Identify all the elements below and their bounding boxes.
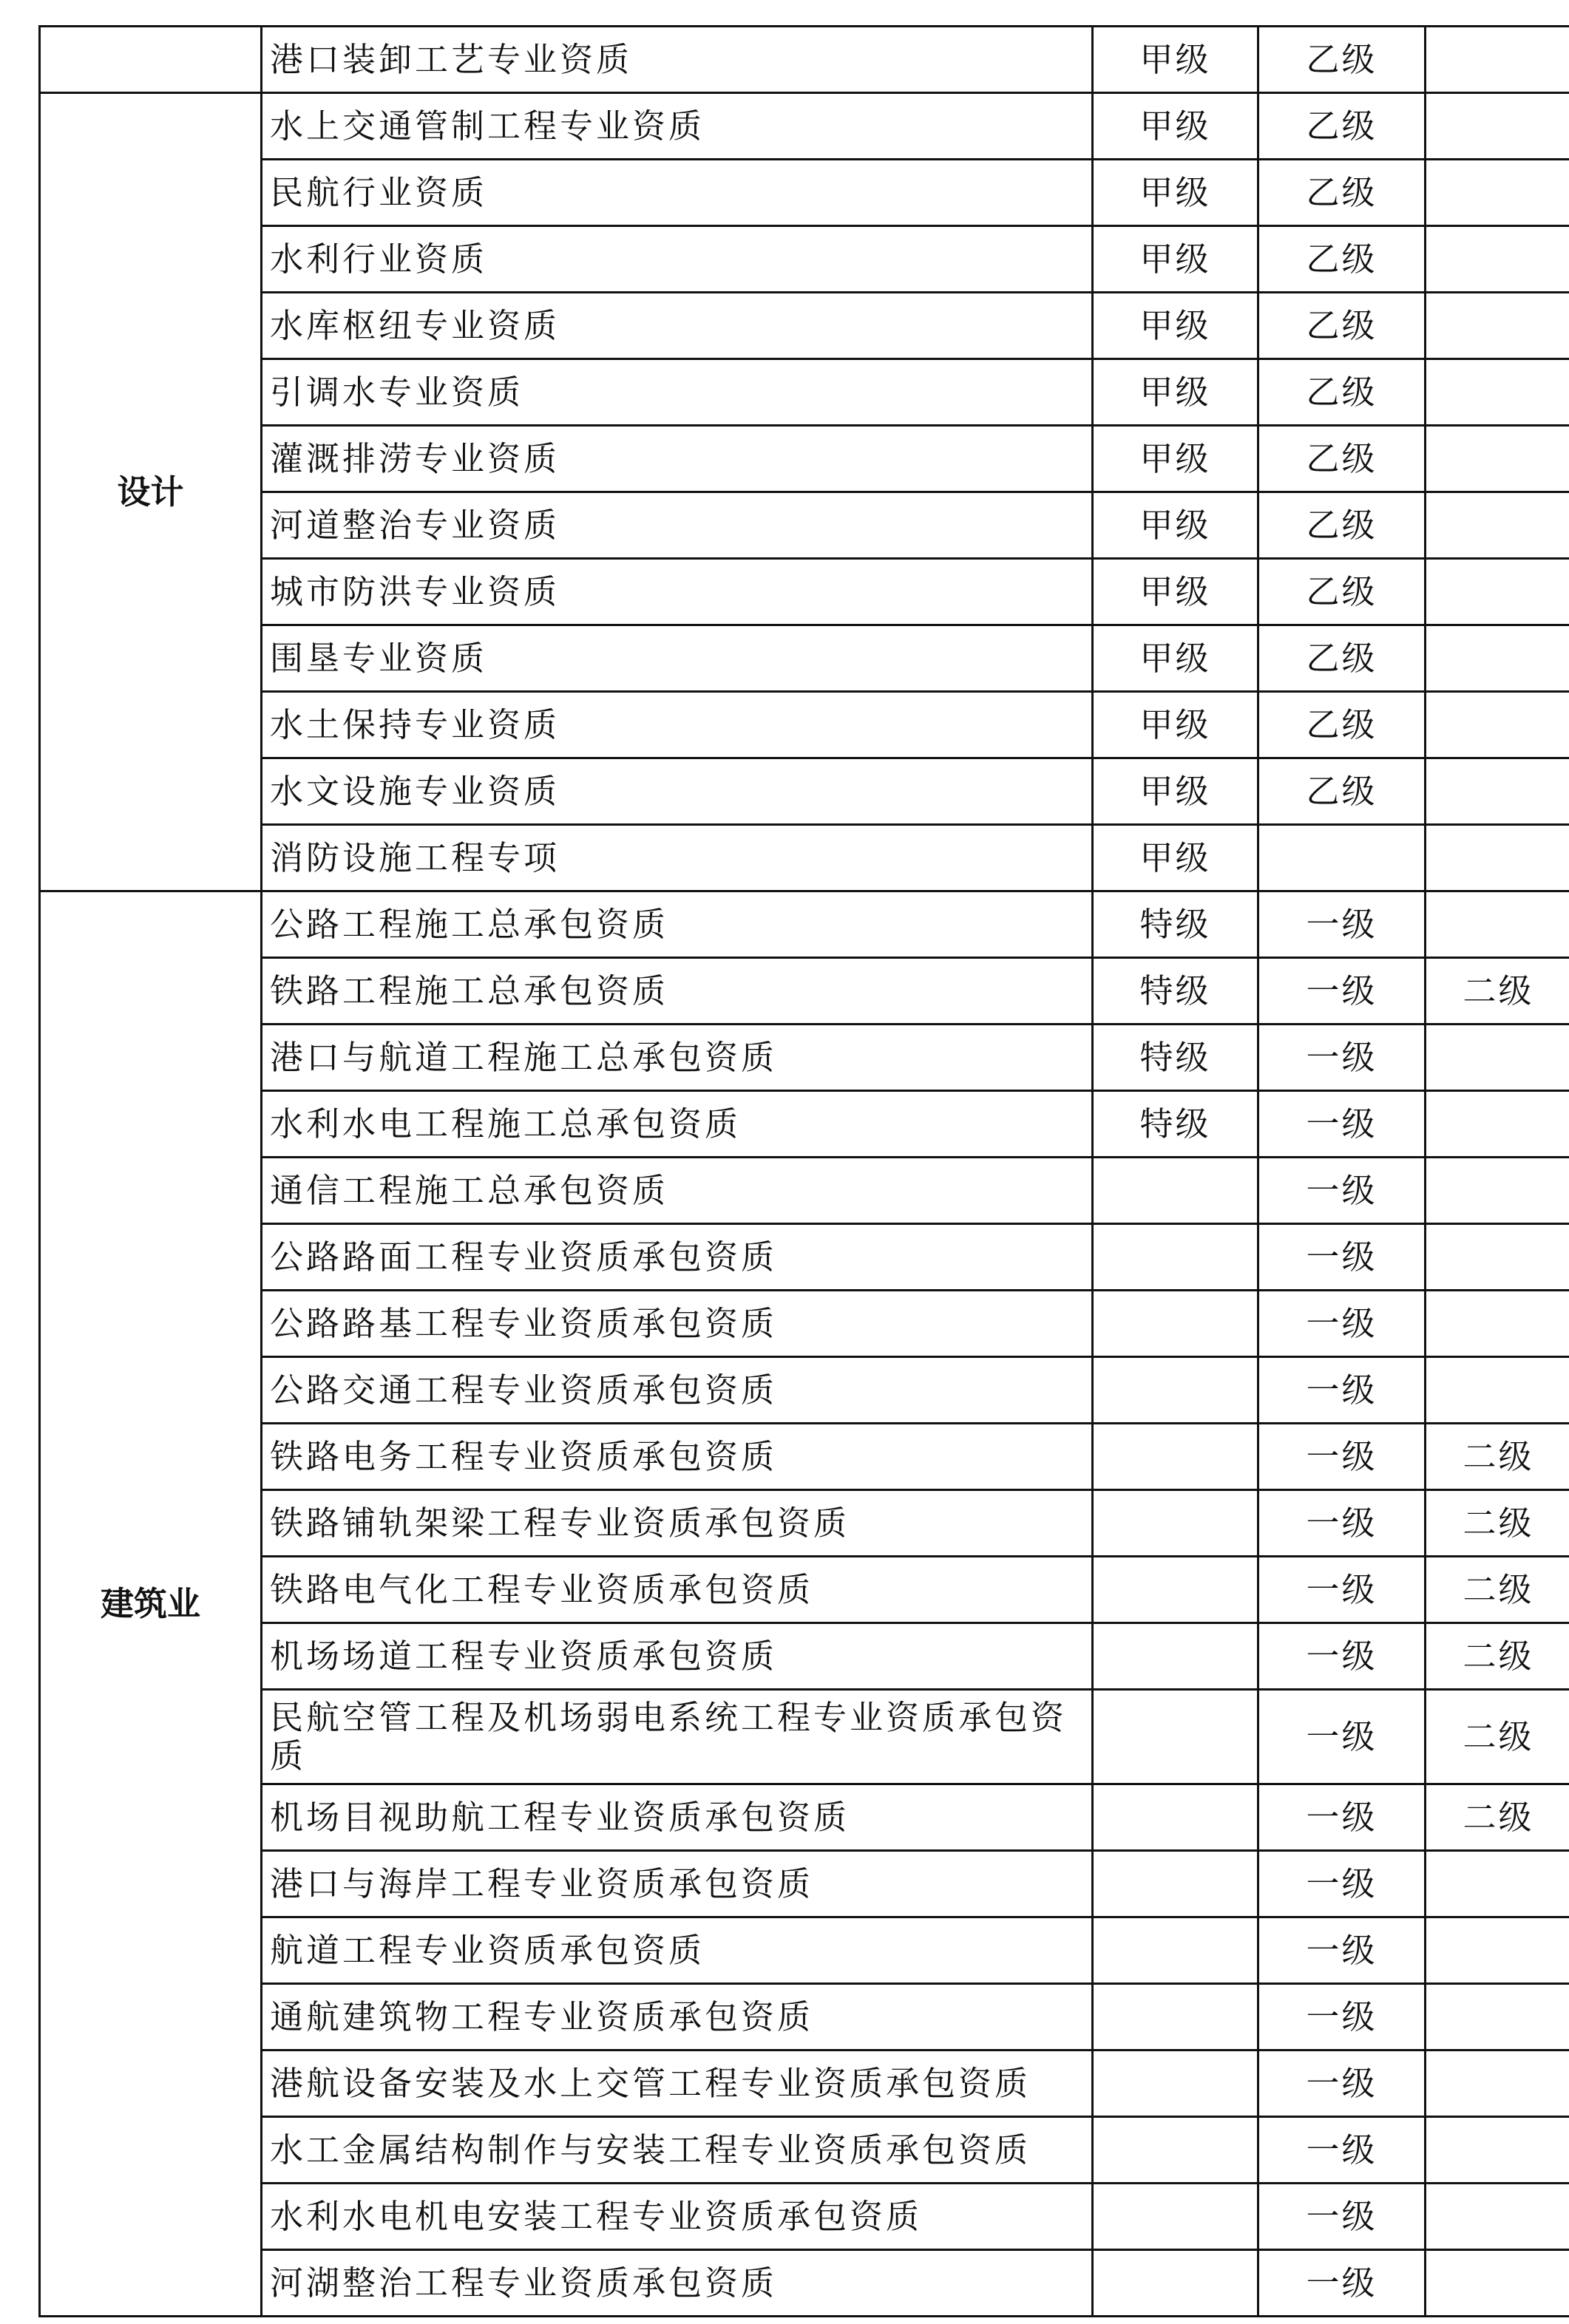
table-row bbox=[40, 1984, 1569, 2051]
grade-level-1 bbox=[1093, 1784, 1258, 1851]
grade-level-2: 一级 bbox=[1258, 1357, 1426, 1424]
qualification-name: 机场场道工程专业资质承包资质 bbox=[262, 1623, 1093, 1690]
table-row bbox=[40, 160, 1569, 226]
grade-level-1: 甲级 bbox=[1093, 692, 1258, 758]
grade-level-2 bbox=[1258, 825, 1426, 891]
grade-level-1: 甲级 bbox=[1093, 359, 1258, 426]
table-row bbox=[40, 958, 1569, 1025]
qualification-name: 铁路工程施工总承包资质 bbox=[262, 958, 1093, 1025]
grade-level-3 bbox=[1426, 492, 1569, 559]
qualification-name: 公路交通工程专业资质承包资质 bbox=[262, 1357, 1093, 1424]
grade-level-2: 一级 bbox=[1258, 2051, 1426, 2117]
grade-level-1 bbox=[1093, 1984, 1258, 2051]
grade-level-2: 一级 bbox=[1258, 1158, 1426, 1224]
qualification-name: 灌溉排涝专业资质 bbox=[262, 426, 1093, 492]
table-row bbox=[40, 1851, 1569, 1917]
grade-level-2: 乙级 bbox=[1258, 226, 1426, 293]
grade-level-1 bbox=[1093, 1690, 1258, 1784]
grade-level-3 bbox=[1426, 2184, 1569, 2250]
qualification-name: 水库枢纽专业资质 bbox=[262, 293, 1093, 359]
grade-level-2: 一级 bbox=[1258, 1623, 1426, 1690]
table-row bbox=[40, 293, 1569, 359]
qualification-name: 水利行业资质 bbox=[262, 226, 1093, 293]
table-row bbox=[40, 1784, 1569, 1851]
grade-level-3: 二级 bbox=[1426, 1623, 1569, 1690]
qualification-name: 民航空管工程及机场弱电系统工程专业资质承包资质 bbox=[262, 1690, 1093, 1784]
grade-level-1 bbox=[1093, 2051, 1258, 2117]
grade-level-1 bbox=[1093, 1557, 1258, 1623]
grade-level-2: 一级 bbox=[1258, 1984, 1426, 2051]
table-row bbox=[40, 692, 1569, 758]
grade-level-3 bbox=[1426, 1917, 1569, 1984]
grade-level-3 bbox=[1426, 293, 1569, 359]
grade-level-1 bbox=[1093, 1224, 1258, 1291]
table-row bbox=[40, 27, 1569, 93]
grade-level-3 bbox=[1426, 359, 1569, 426]
table-row bbox=[40, 2051, 1569, 2117]
grade-level-3 bbox=[1426, 891, 1569, 958]
grade-level-3 bbox=[1426, 1984, 1569, 2051]
grade-level-2: 一级 bbox=[1258, 1291, 1426, 1357]
qualification-name: 城市防洪专业资质 bbox=[262, 559, 1093, 625]
table-row bbox=[40, 1224, 1569, 1291]
grade-level-1 bbox=[1093, 1424, 1258, 1490]
table-row bbox=[40, 625, 1569, 692]
qualification-name: 公路路面工程专业资质承包资质 bbox=[262, 1224, 1093, 1291]
table-row bbox=[40, 1357, 1569, 1424]
table-row bbox=[40, 2184, 1569, 2250]
grade-level-1 bbox=[1093, 1851, 1258, 1917]
grade-level-1: 甲级 bbox=[1093, 426, 1258, 492]
grade-level-3 bbox=[1426, 1851, 1569, 1917]
grade-level-2: 乙级 bbox=[1258, 625, 1426, 692]
grade-level-3 bbox=[1426, 426, 1569, 492]
grade-level-1: 特级 bbox=[1093, 891, 1258, 958]
grade-level-2: 一级 bbox=[1258, 2184, 1426, 2250]
qualification-name: 公路路基工程专业资质承包资质 bbox=[262, 1291, 1093, 1357]
grade-level-3 bbox=[1426, 559, 1569, 625]
qualification-name: 水上交通管制工程专业资质 bbox=[262, 93, 1093, 160]
category-cell: 建筑业 bbox=[40, 891, 262, 2317]
qualification-name: 通信工程施工总承包资质 bbox=[262, 1158, 1093, 1224]
grade-level-3: 二级 bbox=[1426, 1784, 1569, 1851]
grade-level-1 bbox=[1093, 1357, 1258, 1424]
grade-level-2: 乙级 bbox=[1258, 426, 1426, 492]
grade-level-1 bbox=[1093, 1917, 1258, 1984]
grade-level-1: 甲级 bbox=[1093, 825, 1258, 891]
qualification-name: 铁路电务工程专业资质承包资质 bbox=[262, 1424, 1093, 1490]
qualification-name: 港口与海岸工程专业资质承包资质 bbox=[262, 1851, 1093, 1917]
grade-level-1 bbox=[1093, 1490, 1258, 1557]
grade-level-3: 二级 bbox=[1426, 958, 1569, 1025]
table-row bbox=[40, 1623, 1569, 1690]
grade-level-2: 乙级 bbox=[1258, 692, 1426, 758]
table-row bbox=[40, 1490, 1569, 1557]
grade-level-2: 一级 bbox=[1258, 1224, 1426, 1291]
grade-level-2: 乙级 bbox=[1258, 27, 1426, 93]
table-row bbox=[40, 226, 1569, 293]
qualification-name: 铁路铺轨架梁工程专业资质承包资质 bbox=[262, 1490, 1093, 1557]
grade-level-3 bbox=[1426, 625, 1569, 692]
grade-level-3: 二级 bbox=[1426, 1690, 1569, 1784]
qualification-name: 通航建筑物工程专业资质承包资质 bbox=[262, 1984, 1093, 2051]
table-row bbox=[40, 426, 1569, 492]
category-cell bbox=[40, 27, 262, 93]
grade-level-1: 甲级 bbox=[1093, 758, 1258, 825]
qualification-name: 消防设施工程专项 bbox=[262, 825, 1093, 891]
grade-level-2: 一级 bbox=[1258, 1557, 1426, 1623]
qualification-name: 机场目视助航工程专业资质承包资质 bbox=[262, 1784, 1093, 1851]
grade-level-3 bbox=[1426, 1158, 1569, 1224]
grade-level-2: 乙级 bbox=[1258, 758, 1426, 825]
grade-level-3 bbox=[1426, 2051, 1569, 2117]
grade-level-3 bbox=[1426, 1357, 1569, 1424]
grade-level-2: 一级 bbox=[1258, 2250, 1426, 2317]
grade-level-1: 甲级 bbox=[1093, 27, 1258, 93]
qualification-table-body bbox=[40, 27, 1569, 2317]
grade-level-2: 一级 bbox=[1258, 1490, 1426, 1557]
grade-level-2: 乙级 bbox=[1258, 93, 1426, 160]
grade-level-2: 一级 bbox=[1258, 891, 1426, 958]
grade-level-3 bbox=[1426, 93, 1569, 160]
grade-level-1: 甲级 bbox=[1093, 160, 1258, 226]
qualification-name: 水文设施专业资质 bbox=[262, 758, 1093, 825]
grade-level-1 bbox=[1093, 2117, 1258, 2184]
grade-level-1: 特级 bbox=[1093, 958, 1258, 1025]
grade-level-3 bbox=[1426, 2117, 1569, 2184]
grade-level-3 bbox=[1426, 1025, 1569, 1091]
grade-level-2: 一级 bbox=[1258, 2117, 1426, 2184]
grade-level-2: 一级 bbox=[1258, 958, 1426, 1025]
qualification-name: 铁路电气化工程专业资质承包资质 bbox=[262, 1557, 1093, 1623]
table-row bbox=[40, 1690, 1569, 1784]
grade-level-2: 一级 bbox=[1258, 1851, 1426, 1917]
grade-level-3: 二级 bbox=[1426, 1490, 1569, 1557]
table-row bbox=[40, 1091, 1569, 1158]
category-cell: 设计 bbox=[40, 93, 262, 891]
grade-level-1: 甲级 bbox=[1093, 293, 1258, 359]
grade-level-3 bbox=[1426, 1091, 1569, 1158]
grade-level-3 bbox=[1426, 1291, 1569, 1357]
grade-level-3 bbox=[1426, 758, 1569, 825]
grade-level-2: 乙级 bbox=[1258, 559, 1426, 625]
table-row bbox=[40, 559, 1569, 625]
grade-level-2: 乙级 bbox=[1258, 359, 1426, 426]
grade-level-3 bbox=[1426, 27, 1569, 93]
qualification-name: 公路工程施工总承包资质 bbox=[262, 891, 1093, 958]
qualification-name: 水利水电机电安装工程专业资质承包资质 bbox=[262, 2184, 1093, 2250]
table-row bbox=[40, 1158, 1569, 1224]
grade-level-2: 一级 bbox=[1258, 1424, 1426, 1490]
grade-level-1: 特级 bbox=[1093, 1091, 1258, 1158]
grade-level-3 bbox=[1426, 825, 1569, 891]
grade-level-1 bbox=[1093, 1623, 1258, 1690]
grade-level-1 bbox=[1093, 1158, 1258, 1224]
qualification-name: 水工金属结构制作与安装工程专业资质承包资质 bbox=[262, 2117, 1093, 2184]
grade-level-1: 特级 bbox=[1093, 1025, 1258, 1091]
grade-level-3 bbox=[1426, 2250, 1569, 2317]
grade-level-1: 甲级 bbox=[1093, 559, 1258, 625]
table-row bbox=[40, 2250, 1569, 2317]
grade-level-1 bbox=[1093, 2250, 1258, 2317]
qualification-name: 围垦专业资质 bbox=[262, 625, 1093, 692]
grade-level-1 bbox=[1093, 1291, 1258, 1357]
table-row bbox=[40, 2117, 1569, 2184]
grade-level-2: 一级 bbox=[1258, 1025, 1426, 1091]
grade-level-1: 甲级 bbox=[1093, 93, 1258, 160]
table-row bbox=[40, 1557, 1569, 1623]
grade-level-2: 一级 bbox=[1258, 1784, 1426, 1851]
qualification-name: 河湖整治工程专业资质承包资质 bbox=[262, 2250, 1093, 2317]
grade-level-2: 乙级 bbox=[1258, 492, 1426, 559]
qualification-name: 民航行业资质 bbox=[262, 160, 1093, 226]
grade-level-3 bbox=[1426, 160, 1569, 226]
grade-level-1: 甲级 bbox=[1093, 625, 1258, 692]
table-row bbox=[40, 825, 1569, 891]
qualification-name: 港口与航道工程施工总承包资质 bbox=[262, 1025, 1093, 1091]
grade-level-3: 二级 bbox=[1426, 1557, 1569, 1623]
qualification-name: 港口装卸工艺专业资质 bbox=[262, 27, 1093, 93]
grade-level-1: 甲级 bbox=[1093, 226, 1258, 293]
grade-level-2: 一级 bbox=[1258, 1690, 1426, 1784]
grade-level-2: 一级 bbox=[1258, 1091, 1426, 1158]
grade-level-2: 乙级 bbox=[1258, 293, 1426, 359]
qualification-name: 水利水电工程施工总承包资质 bbox=[262, 1091, 1093, 1158]
qualification-table bbox=[38, 25, 1569, 2317]
table-row bbox=[40, 93, 1569, 160]
table-row bbox=[40, 758, 1569, 825]
table-row bbox=[40, 492, 1569, 559]
qualification-name: 航道工程专业资质承包资质 bbox=[262, 1917, 1093, 1984]
table-row bbox=[40, 891, 1569, 958]
table-row bbox=[40, 1424, 1569, 1490]
grade-level-1: 甲级 bbox=[1093, 492, 1258, 559]
table-row bbox=[40, 1291, 1569, 1357]
grade-level-3 bbox=[1426, 692, 1569, 758]
grade-level-2: 一级 bbox=[1258, 1917, 1426, 1984]
qualification-name: 港航设备安装及水上交管工程专业资质承包资质 bbox=[262, 2051, 1093, 2117]
table-row bbox=[40, 359, 1569, 426]
qualification-name: 河道整治专业资质 bbox=[262, 492, 1093, 559]
table-row bbox=[40, 1025, 1569, 1091]
table-row bbox=[40, 1917, 1569, 1984]
grade-level-3: 二级 bbox=[1426, 1424, 1569, 1490]
grade-level-2: 乙级 bbox=[1258, 160, 1426, 226]
grade-level-3 bbox=[1426, 226, 1569, 293]
qualification-name: 引调水专业资质 bbox=[262, 359, 1093, 426]
grade-level-3 bbox=[1426, 1224, 1569, 1291]
qualification-name: 水土保持专业资质 bbox=[262, 692, 1093, 758]
grade-level-1 bbox=[1093, 2184, 1258, 2250]
